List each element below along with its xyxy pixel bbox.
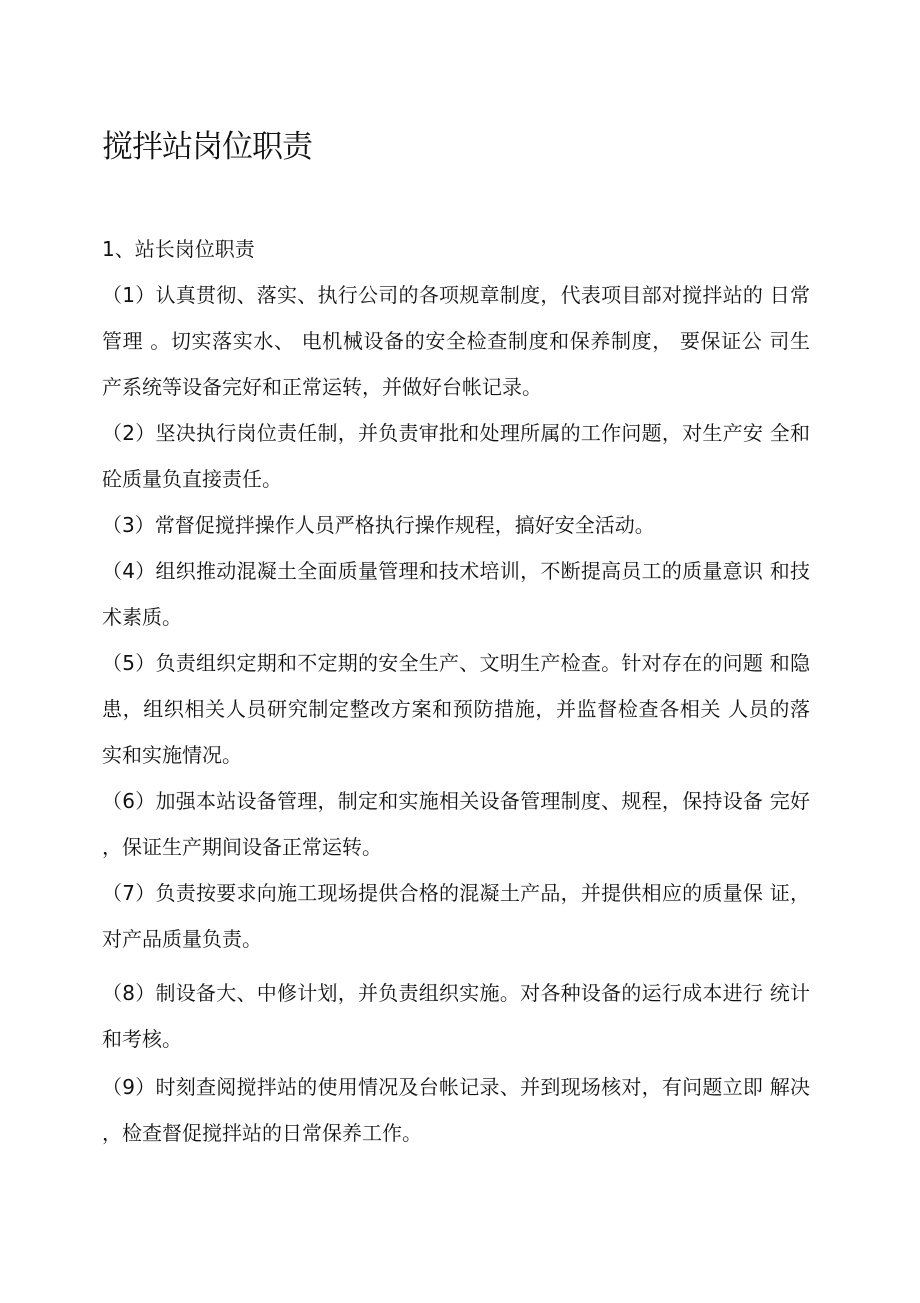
text-line: 管理 。切实落实水、 电机械设备的安全检查制度和保养制度， 要保证公 司生 bbox=[102, 329, 810, 353]
text-line: （3）常督促搅拌操作人员严格执行操作规程，搞好安全活动。 bbox=[102, 513, 655, 537]
section-heading: 1、站长岗位职责 bbox=[102, 237, 255, 261]
text-line: （5）负责组织定期和不定期的安全生产、文明生产检查。针对存在的问题 和隐 bbox=[102, 651, 810, 675]
text-line: 实和实施情况。 bbox=[102, 743, 242, 767]
text-line: （2）坚决执行岗位责任制，并负责审批和处理所属的工作问题，对生产安 全和 bbox=[102, 421, 810, 445]
text-line: ，检查督促搅拌站的日常保养工作。 bbox=[102, 1121, 422, 1145]
text-line: 和考核。 bbox=[102, 1027, 182, 1051]
text-line: （8）制设备大、中修计划，并负责组织实施。对各种设备的运行成本进行 统计 bbox=[102, 981, 810, 1005]
text-line: （7）负责按要求向施工现场提供合格的混凝土产品，并提供相应的质量保 证， bbox=[102, 881, 810, 905]
text-line: （6）加强本站设备管理，制定和实施相关设备管理制度、规程，保持设备 完好 bbox=[102, 789, 810, 813]
text-line: （9）时刻查阅搅拌站的使用情况及台帐记录、并到现场核对，有问题立即 解决 bbox=[102, 1075, 810, 1099]
text-line: 产系统等设备完好和正常运转，并做好台帐记录。 bbox=[102, 375, 542, 399]
text-line: ，保证生产期间设备正常运转。 bbox=[102, 835, 382, 859]
text-line: 对产品质量负责。 bbox=[102, 927, 262, 951]
text-line: （4）组织推动混凝土全面质量管理和技术培训，不断提高员工的质量意识 和技 bbox=[102, 559, 810, 583]
text-line: 砼质量负直接责任。 bbox=[102, 467, 282, 491]
text-line: 患，组织相关人员研究制定整改方案和预防措施，并监督检查各相关 人员的落 bbox=[102, 697, 810, 721]
text-line: 术素质。 bbox=[102, 605, 182, 629]
document-title: 搅拌站岗位职责 bbox=[102, 129, 312, 165]
text-line: （1）认真贯彻、落实、执行公司的各项规章制度，代表项目部对搅拌站的 日常 bbox=[102, 283, 810, 307]
